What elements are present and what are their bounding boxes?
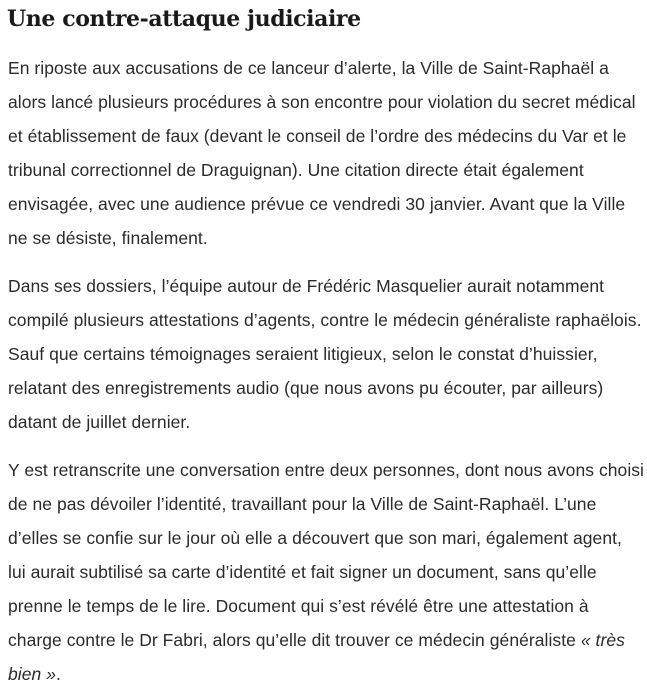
article-body	[8, 0, 644, 691]
quote-tres-bien: « très bien »	[8, 630, 625, 684]
paragraph-3	[8, 453, 644, 691]
paragraph-1: En riposte aux accusations de ce lanceur d’alerte, la Ville de Saint-Raphaël a alors lancé plusieurs procédures à son encontre pour violation du secret médical et établissement de faux (devant le conseil de l’ordre des médecins du Var et le tribunal correctionnel de Draguignan). Une citation directe était également envisagée, avec une audience prévue ce vendredi 30 janvier. Avant que la Ville ne se désiste, finalement.	[8, 58, 636, 248]
paragraph-3-text: Y est retranscrite une conversation entre deux personnes, dont nous avons choisi de ne pas dévoiler l’identité, travaillant pour la Ville de Saint-Raphaël. L’une d’elles se confie sur le jour où elle a découvert que son mari, également agent, lui aurait subtilisé sa carte d’identité et fait signer un document, sans qu’elle prenne le temps de le lire. Document qui s’est révélé être une attestation à charge contre le Dr Fabri, alors qu’elle dit trouver ce médecin généraliste	[8, 460, 644, 650]
paragraph-3-end: .	[55, 664, 61, 684]
section-heading: Une contre-attaque judiciaire	[7, 6, 361, 32]
paragraph-2: Dans ses dossiers, l’équipe autour de Frédéric Masquelier aurait notamment compilé plusieurs attestations d’agents, contre le médecin généraliste raphaëlois. Sauf que certains témoignages seraient litigieux, selon le constat d’huissier, relatant des enregistrements audio (que nous avons pu écouter, par ailleurs) datant de juillet dernier.	[8, 276, 642, 432]
